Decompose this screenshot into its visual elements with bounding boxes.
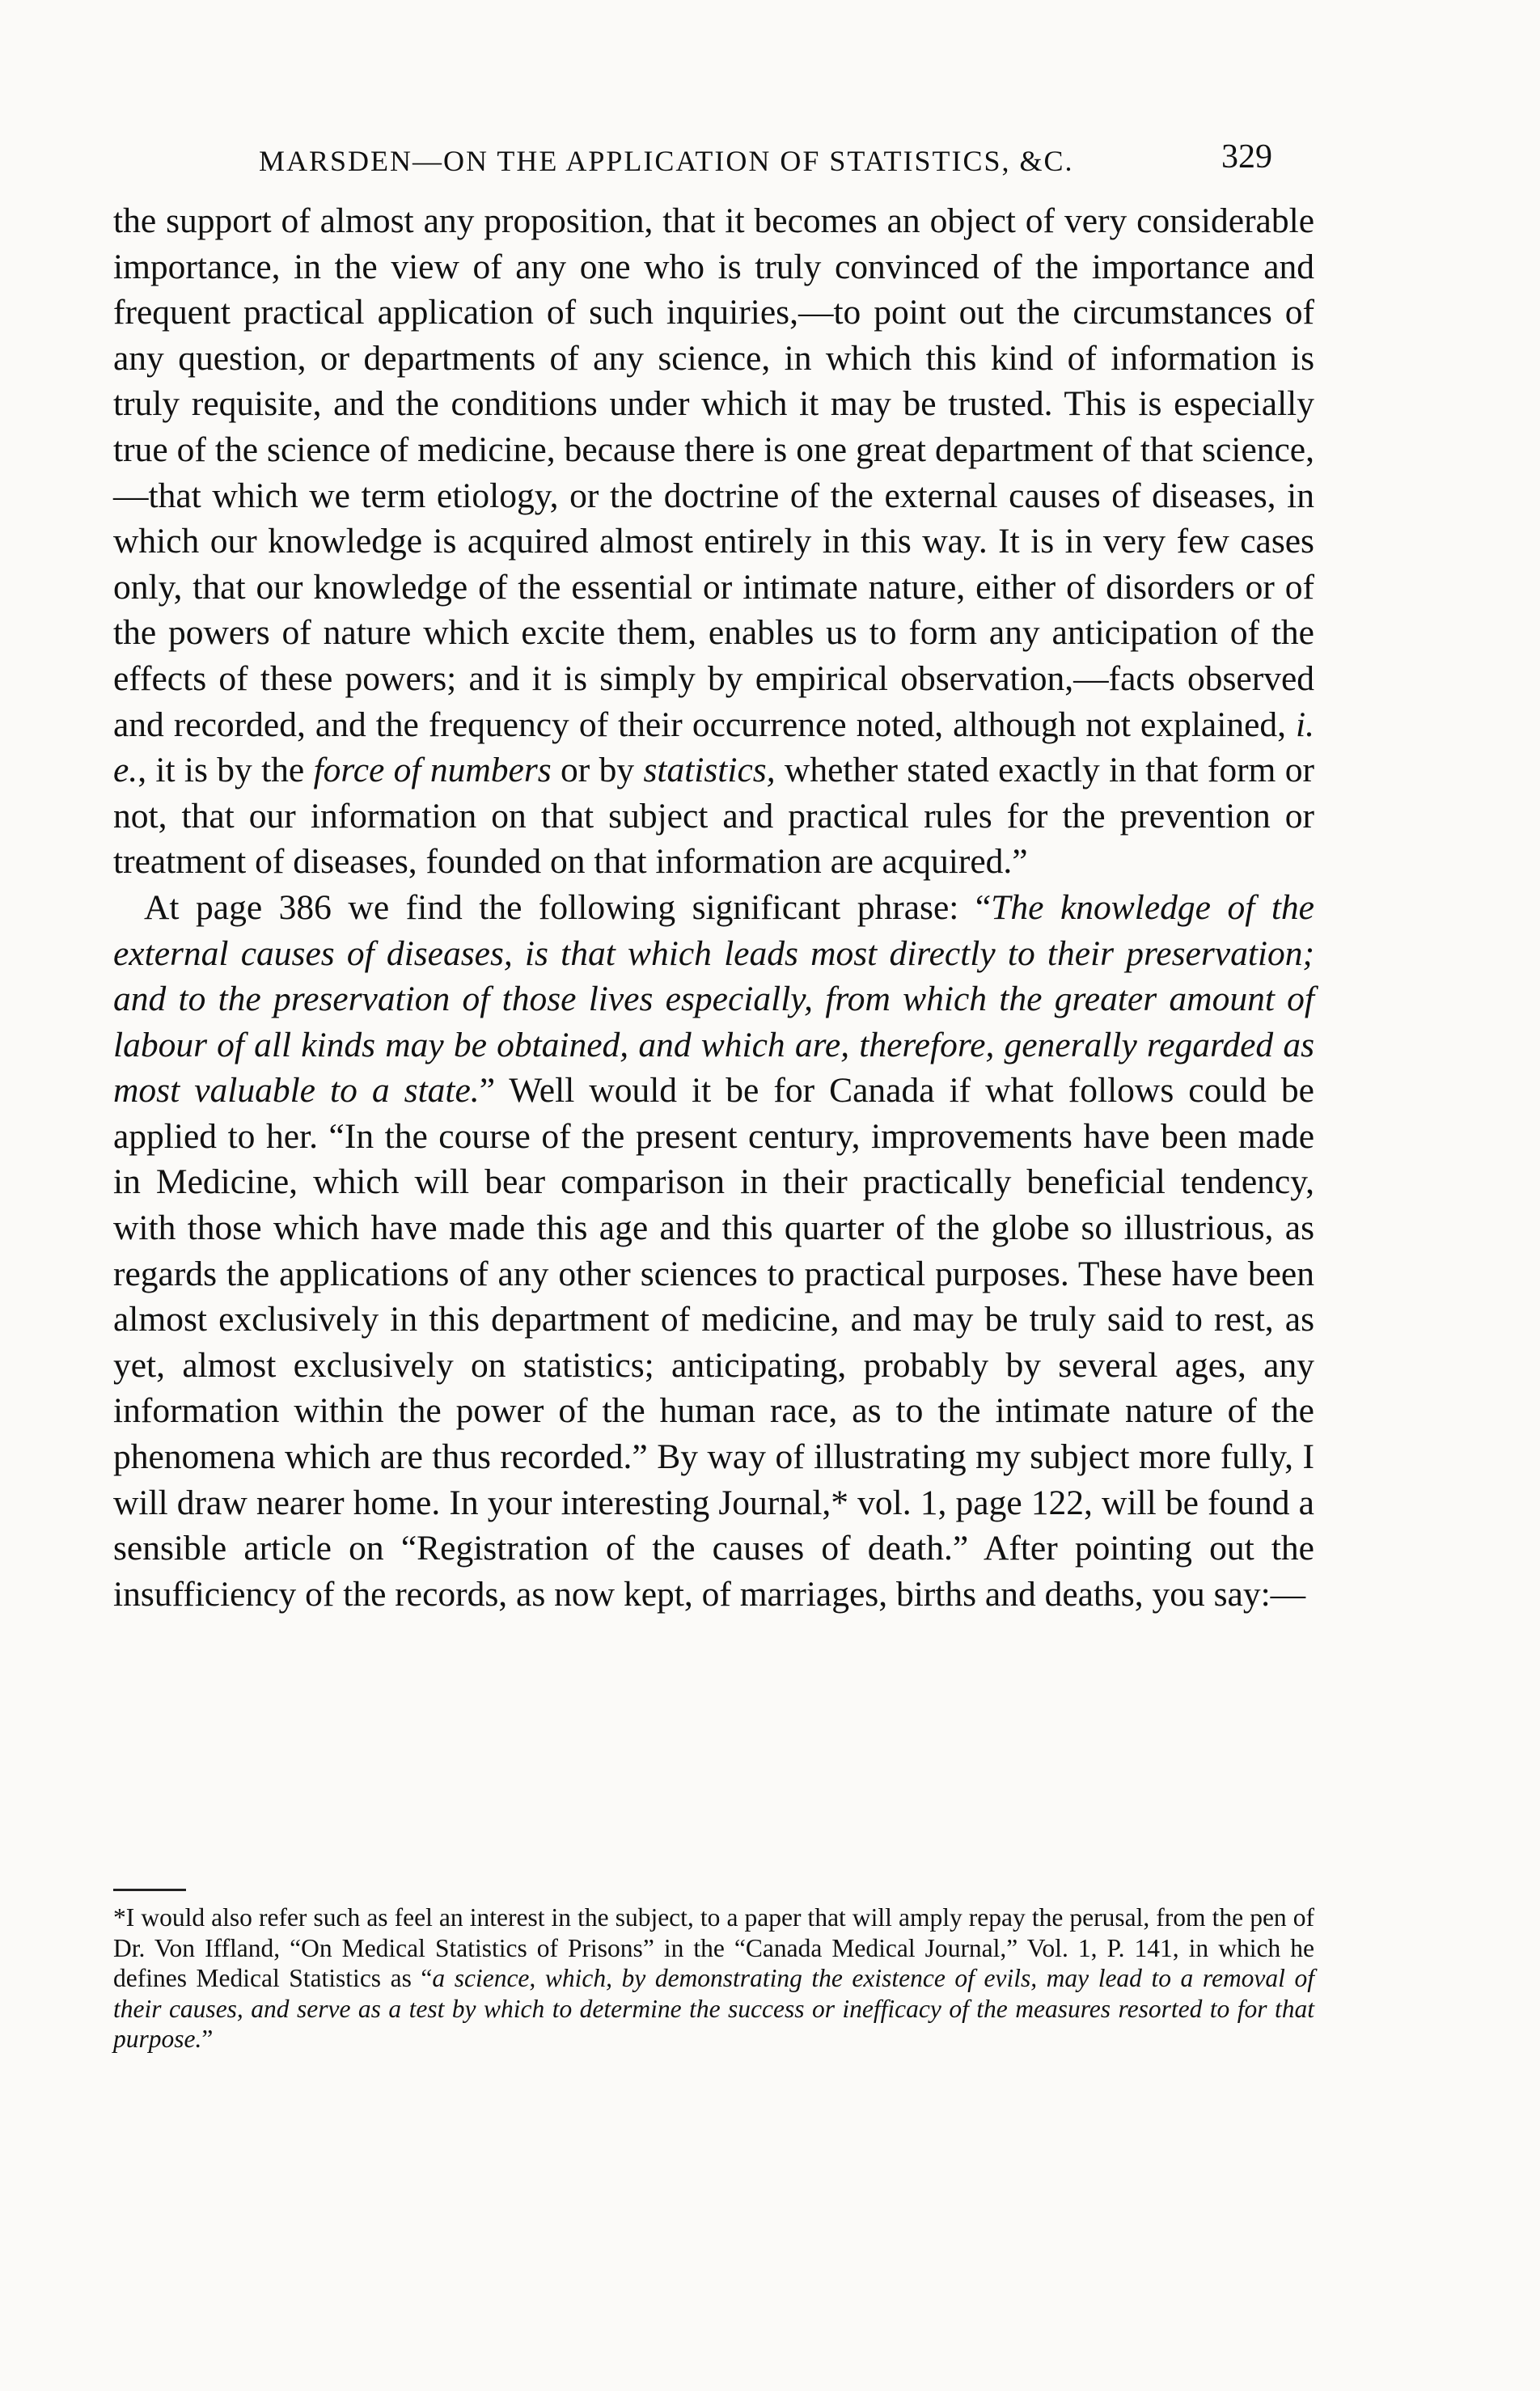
para2-text-b: ” Well would it be for Canada if what follows could be applied to her. “In the course of the present century, improvements have been made in Medicine, which will bear comparison in their practically beneficial tendency, with those which have made this age and this quarter of the globe so illustrious, as regards the applications of any other sciences to practical purposes. These have been almost exclusively in this department of medicine, and may be truly said to rest, as yet, almost exclusively on statistics; anticipating, probably by several ages, any information within the power of the human race, as to the intimate nature of the phenomena which are thus recorded.” By way of illustrating my subject more fully, I will draw nearer home. In your interesting Journal,* vol. 1, page 122, will be found a sensible article on “Registration of the causes of death.” After pointing out the insufficiency of the records, as now kept, of marriages, births and deaths, you say:— (113, 1071, 1314, 1614)
footnote-text-a: *I would also refer such as feel an interest in the subject, to a paper that will amply repay the perusal, from the pen of Dr. Von Iffland, “On Medical Statistics of Prisons” in the “Canada Medical Journal,” Vol. 1, P. 141, in which he defines Medical Statistics as “ (113, 1903, 1314, 1992)
footnote (113, 1902, 1314, 2055)
para1-text-b: , it is by the (138, 751, 314, 790)
page-number: 329 (1221, 138, 1272, 176)
para2-quote: The knowledge of the external causes of diseases, is that which leads most directly to their preservation; and to the preservation of those lives especially, from which the greater amount of labour of all kinds may be obtained, and which are, therefore, generally regarded as most valuable to a state. (113, 887, 1314, 1111)
paragraph-2 (113, 885, 1314, 1618)
para1-statistics: statistics, (643, 751, 776, 790)
para1-text-c: or by (551, 751, 644, 790)
para1-text-d: whether stated exactly in that form or not, that our information on that subject and practical rules for the prevention or treatment of diseases, founded on that information are acquired.” (113, 751, 1314, 882)
para1-force-of-numbers: force of numbers (313, 751, 552, 790)
para1-ie: i. e. (113, 705, 1314, 790)
footnote-quote: a science, which, by demonstrating the existence of evils, may lead to a removal of their causes, and serve as a test by which to determine the success or inefficacy of the measures resorted to for that purpose. (113, 1964, 1314, 2053)
para2-text-a: At page 386 we find the following significant phrase: “ (144, 887, 992, 927)
paragraph-1 (113, 198, 1314, 885)
body-text (113, 198, 1314, 1617)
para1-text: the support of almost any proposition, that it becomes an object of very considerable importance, in the view of any one who is truly convinced of the importance and frequent practical application of such inquiries,—to point out the circumstances of any question, or departments of any science, in which this kind of information is truly requisite, and the conditions under which it may be trusted. This is especially true of the science of medicine, because there is one great department of that science,—that which we term etiology, or the doctrine of the external causes of diseases, in which our knowledge is acquired almost entirely in this way. It is in very few cases only, that our knowledge of the essential or intimate nature, either of disorders or of the powers of nature which excite them, enables us to form any anticipation of the effects of these powers; and it is simply by empirical observation,—facts observed and recorded, and the frequency of their occurrence noted, although not explained, (113, 201, 1314, 744)
running-head: MARSDEN—ON THE APPLICATION OF STATISTICS, &C. (259, 145, 1074, 177)
footnote-text-b: ” (201, 2025, 214, 2053)
footnote-divider (113, 1889, 186, 1891)
